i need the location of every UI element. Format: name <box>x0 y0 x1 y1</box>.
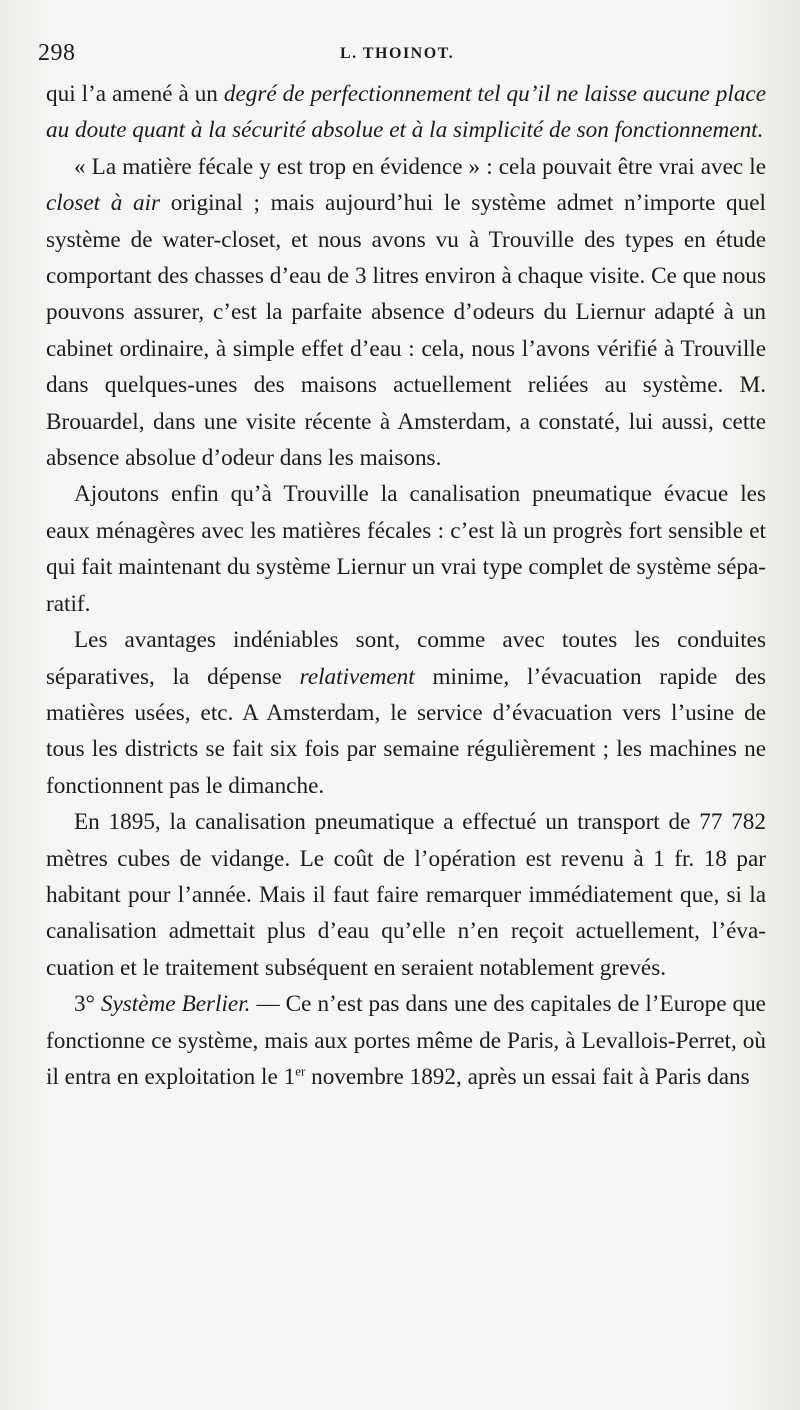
text-run: — Ce n’est pas dans une des capitales de l’Europe que fonctionne ce système, mais aux portes même de Paris, à Levallois-Perret, où il entra en exploitation le 1 <box>46 991 766 1090</box>
paragraph <box>46 149 766 477</box>
text-run: Les avantages indéniables sont, comme avec toutes les conduites séparatives, la dépense <box>46 627 766 690</box>
text-run: minime, l’évacuation rapide des matières usées, etc. A Amsterdam, le service d’évacuation vers l’usine de tous les districts se fait six fois par semaine régulièrement ; les machines ne fonctionnent pas le dimanche. <box>46 663 767 799</box>
italic-text: degré de perfectionnement tel qu’il ne laisse aucune place au doute quant à la sécurité absolue et à la simplicité de son fonctionnement. <box>46 81 766 144</box>
text-run: En 1895, la canalisation pneumatique a effectué un transport de 77 782 mètres cubes de vidange. Le coût de l’opération est revenu à 1 fr. 18 par habitant pour l’année. Mais il faut faire remarquer immédiatement que, si la canalisation admettait plus d’eau qu’elle n’en reçoit actuellement, l’évacuation et le traitement subséquent en seraient notablement grevés. <box>46 809 766 981</box>
page-header <box>38 40 770 74</box>
paragraph <box>46 986 766 1095</box>
running-head: L. THOINOT. <box>340 45 455 62</box>
text-run: 3° <box>74 991 101 1018</box>
paragraph <box>46 622 766 804</box>
italic-text: closet à air <box>46 190 161 217</box>
superscript: er <box>295 1063 306 1079</box>
text-run: Ajoutons enfin qu’à Trouville la canalisation pneumatique évacue les eaux ménagères avec les matières fécales : c’est là un progrès fort sensible et qui fait maintenant du système Liernur un vrai type complet de système séparatif. <box>46 481 766 617</box>
italic-text: relativement <box>299 663 415 690</box>
paragraph <box>46 804 766 986</box>
paragraph <box>46 76 766 149</box>
text-run: original ; mais aujourd’hui le système admet n’importe quel système de water-closet, et nous avons vu à Trouville des types en étude comportant des chasses d’eau de 3 litres environ à chaque visite. Ce que nous pouvons assurer, c’est la parfaite absence d’odeurs du Liernur adapté à un cabinet ordinaire, à simple effet d’eau : cela, nous l’avons vérifié à Trouville dans quelques-unes des maisons actuellement reliées au système. M. Brouardel, dans une visite récente à Amsterdam, a constaté, lui aussi, cette absence absolue d’odeur dans les maisons. <box>46 190 766 472</box>
italic-text: Système Berlier. <box>100 991 251 1018</box>
paragraph <box>46 476 766 622</box>
text-run: qui l’a amené à un <box>46 81 224 107</box>
text-run: « La matière fécale y est trop en évidence » : cela pouvait être vrai avec le <box>74 153 766 180</box>
page-number: 298 <box>38 40 76 66</box>
body-text <box>46 76 766 1095</box>
text-run: novembre 1892, après un essai fait à Paris dans <box>305 1063 750 1090</box>
